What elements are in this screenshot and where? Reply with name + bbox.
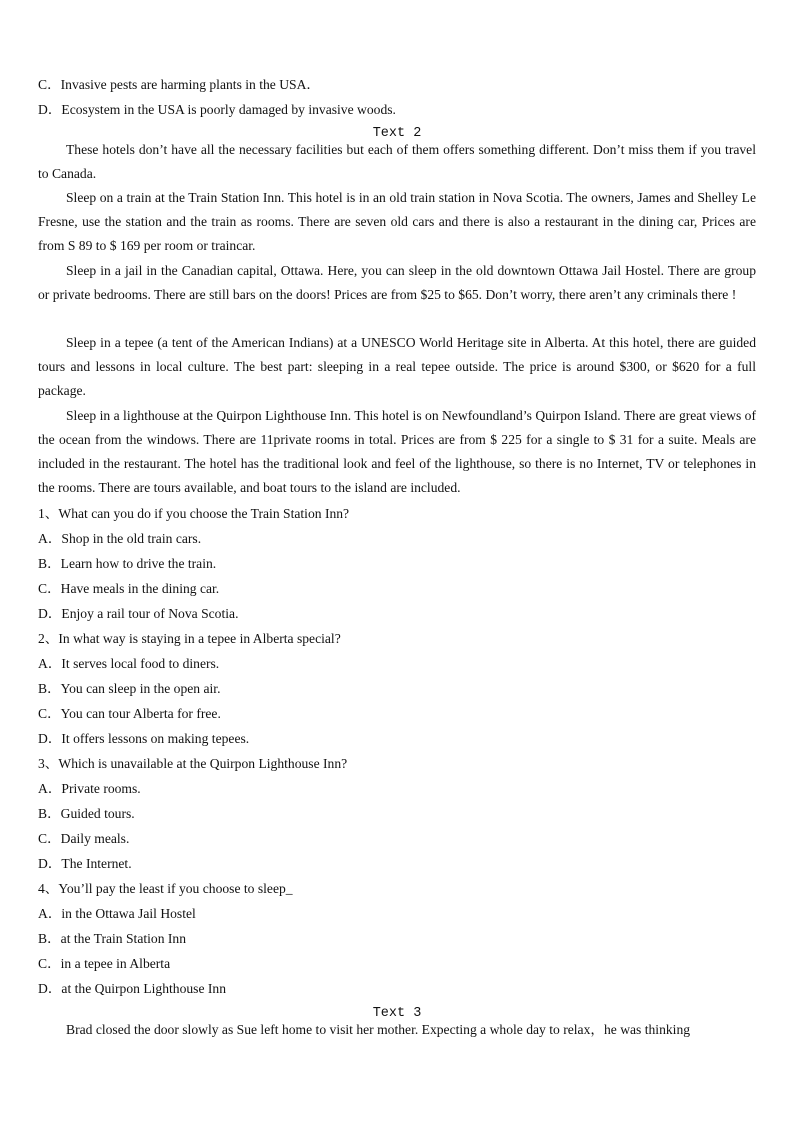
text3-paragraph: Brad closed the door slowly as Sue left home to visit her mother. Expecting a whole day to relax，he was thinking	[66, 1022, 691, 1037]
text2-paragraph: Sleep on a train at the Train Station Inn. This hotel is in an old train station in Nova Scotia. The owners, James and Shelley Le Fresne, use the station and the train as rooms. There are seven old cars and there is also a restaurant in the dining car, Prices are from S 89 to $ 169 per room or traincar.	[38, 190, 756, 253]
option: B．You can sleep in the open air.	[38, 681, 221, 696]
option: C．You can tour Alberta for free.	[38, 706, 221, 721]
option: B．Guided tours.	[38, 806, 135, 821]
option: D．Enjoy a rail tour of Nova Scotia.	[38, 606, 239, 621]
prev-option-d: D．Ecosystem in the USA is poorly damaged by invasive woods.	[38, 102, 396, 117]
option: C．Have meals in the dining car.	[38, 581, 220, 596]
question-3: 3、Which is unavailable at the Quirpon Lighthouse Inn?	[38, 756, 348, 771]
option: B．Learn how to drive the train.	[38, 556, 217, 571]
text2-paragraph: Sleep in a jail in the Canadian capital, Ottawa. Here, you can sleep in the old downtown Ottawa Jail Hostel. There are group or private bedrooms. There are still bars on the doors! Prices are from $25 to $65. Don’t worry, there aren’t any criminals there !	[38, 263, 756, 302]
prev-option-c: C．Invasive pests are harming plants in the USA．	[38, 77, 321, 92]
option: D．at the Quirpon Lighthouse Inn	[38, 981, 227, 996]
option: D．The Internet.	[38, 856, 132, 871]
question-4: 4、You’ll pay the least if you choose to sleep_	[38, 881, 293, 896]
option: A．Shop in the old train cars.	[38, 531, 202, 546]
option: A．It serves local food to diners.	[38, 656, 220, 671]
text2-paragraph: Sleep in a tepee (a tent of the American Indians) at a UNESCO World Heritage site in Alberta. At this hotel, there are guided tours and lessons in local culture. The best part: sleeping in a real tepee outside. The price is around $300, or $620 for a full package.	[38, 335, 756, 398]
option: C．in a tepee in Alberta	[38, 956, 171, 971]
text3-title: Text 3	[372, 1006, 422, 1021]
option: D．It offers lessons on making tepees.	[38, 731, 250, 746]
text2-title: Text 2	[372, 126, 422, 141]
option: B．at the Train Station Inn	[38, 931, 187, 946]
question-list	[38, 501, 756, 1001]
option: A．in the Ottawa Jail Hostel	[38, 906, 196, 921]
option: C．Daily meals.	[38, 831, 130, 846]
question-2: 2、In what way is staying in a tepee in Alberta special?	[38, 631, 341, 646]
option: A．Private rooms.	[38, 781, 141, 796]
text2-paragraph: Sleep in a lighthouse at the Quirpon Lighthouse Inn. This hotel is on Newfoundland’s Quirpon Island. There are great views of the ocean from the windows. There are 11private rooms in total. Prices are from $ 225 for a single to $ 31 for a suite. Meals are included in the restaurant. The hotel has the traditional look and feel of the lighthouse, so there is no Internet, TV or telephones in the rooms. There are tours available, and boat tours to the island are included.	[38, 408, 756, 495]
text2-paragraph: These hotels don’t have all the necessary facilities but each of them offers something different. Don’t miss them if you travel to Canada.	[38, 142, 756, 181]
question-1: 1、What can you do if you choose the Train Station Inn?	[38, 506, 350, 521]
